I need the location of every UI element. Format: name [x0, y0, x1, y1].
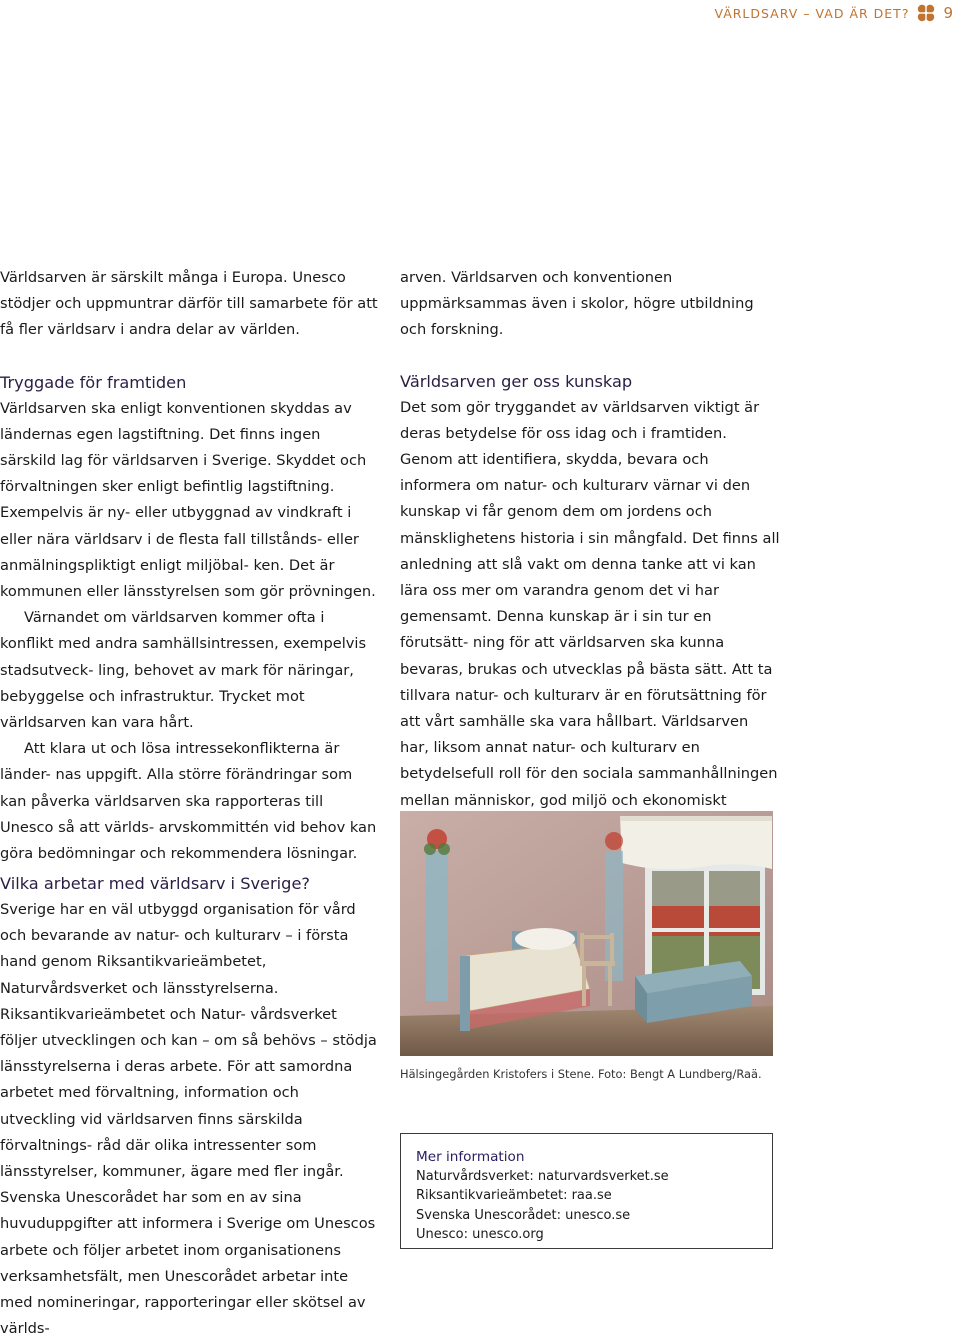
photo-caption: Hälsingegården Kristofers i Stene. Foto: Bengt A Lundberg/Raä. — [400, 1067, 762, 1081]
section-heading-kunskap: Världsarven ger oss kunskap — [400, 371, 633, 391]
info-box-title: Mer information — [416, 1149, 525, 1165]
bedroom-illustration — [400, 811, 773, 1056]
body-paragraph: Att klara ut och lösa intressekonflikterna är länder- nas uppgift. Alla större förändringar som kan påverka världsarven ska rapporteras till Unesco så att världs- arvskommittén vid behov kan göra bedömningar och rekommendera lösningar. — [0, 740, 377, 863]
info-link-raa[interactable]: Riksantikvarieämbetet: raa.se — [416, 1188, 612, 1204]
body-paragraph: Det som gör tryggandet av världsarven viktigt är deras betydelse för oss idag och i framtiden. Genom att identifiera, skydda, bevara och informera om natur- och kulturarv värnar vi den kunskap vi får genom dem om jordens och mänsklighetens historia i sin mångfald. Det finns all anledning att slå vakt om denna tanke att vi kan lära oss mer om varandra genom det vi har gemensamt. Denna kunskap är i sin tur en förutsätt- ning för att världsarven ska kunna bevaras, brukas och utvecklas på bästa sätt. Att ta tillvara natur- och kulturarv är en förutsättning för att vårt samhälle ska vara hållbart. Världsarven har, liksom annat natur- och kulturarv en betydelsefull roll för den sociala sammanhållningen mellan människor, god miljö och ekonomiskt — [400, 398, 780, 809]
page-number: 9 — [943, 4, 953, 22]
section-heading-tryggade: Tryggade för framtiden — [0, 372, 187, 392]
bedroom-photo — [400, 811, 773, 1056]
header-section: VÄRLDSARV – VAD ÄR DET? — [714, 5, 910, 21]
body-paragraph: Sverige har en väl utbyggd organisation för vård och bevarande av natur- och kulturarv – i första hand genom Riksantikvarieämbetet, Naturvårdsverket och länsstyrelserna. Riksantikvarieämbetet och Natur- vårdsverket följer utvecklingen och kan – om så behövs – stödja länsstyrelserna i deras arbete. För att samordna arbetet med förvaltning, information och utveckling vid världsarven finns särskilda förvaltnings- råd där olika intressenter som länsstyrelser, kommuner, ägare med fler ingår. Svenska Unescorådet har som en av sina huvuduppgifter att informera i Sverige om Unescos arbete och följer arbetet inom organisationens verksamhetsfält, men Unescorådet arbetar inte med nomineringar, rapporteringar eller skötsel av världs- — [0, 901, 377, 1338]
info-link-unesco-se[interactable]: Svenska Unescorådet: unesco.se — [416, 1207, 631, 1223]
section-heading-vilka: Vilka arbetar med världsarv i Sverige? — [0, 874, 310, 893]
body-paragraph: Värnandet om världsarven kommer ofta i konflikt med andra samhällsintressen, exempelvis stadsutveck- ling, behovet av mark för näringar, bebyggelse och infrastruktur. Trycket mot världsarven kan vara hårt. — [0, 609, 367, 732]
more-information-box — [400, 1133, 773, 1249]
info-link-unesco-org[interactable]: Unesco: unesco.org — [416, 1226, 544, 1242]
info-link-naturvardsverket[interactable]: Naturvårdsverket: naturvardsverket.se — [416, 1169, 669, 1185]
clover-logo-icon — [917, 4, 935, 22]
right-column — [400, 265, 780, 840]
left-column — [0, 265, 378, 867]
left-intro-paragraph: Världsarven är särskilt många i Europa. Unesco stödjer och uppmuntrar därför till samarbete för att få fler världsarv i andra delar av världen. — [0, 269, 378, 339]
right-intro-paragraph: arven. Världsarven och konventionen uppmärksammas även i skolor, högre utbildning och forskning. — [400, 269, 754, 339]
running-header — [714, 4, 953, 22]
body-paragraph: Världsarven ska enligt konventionen skyddas av ländernas egen lagstiftning. Det finns ingen särskild lag för världsarven i Sverige. Skyddet och förvaltningen sker enligt befintlig lagstiftning. Exempelvis är ny- eller utbyggnad av vindkraft i eller nära världsarv i de flesta fall tillstånds- eller anmälningspliktigt enligt miljöbal- ken. Det är kommunen eller länsstyrelsen som gör prövningen. — [0, 399, 376, 601]
lower-left-section — [0, 871, 378, 1342]
